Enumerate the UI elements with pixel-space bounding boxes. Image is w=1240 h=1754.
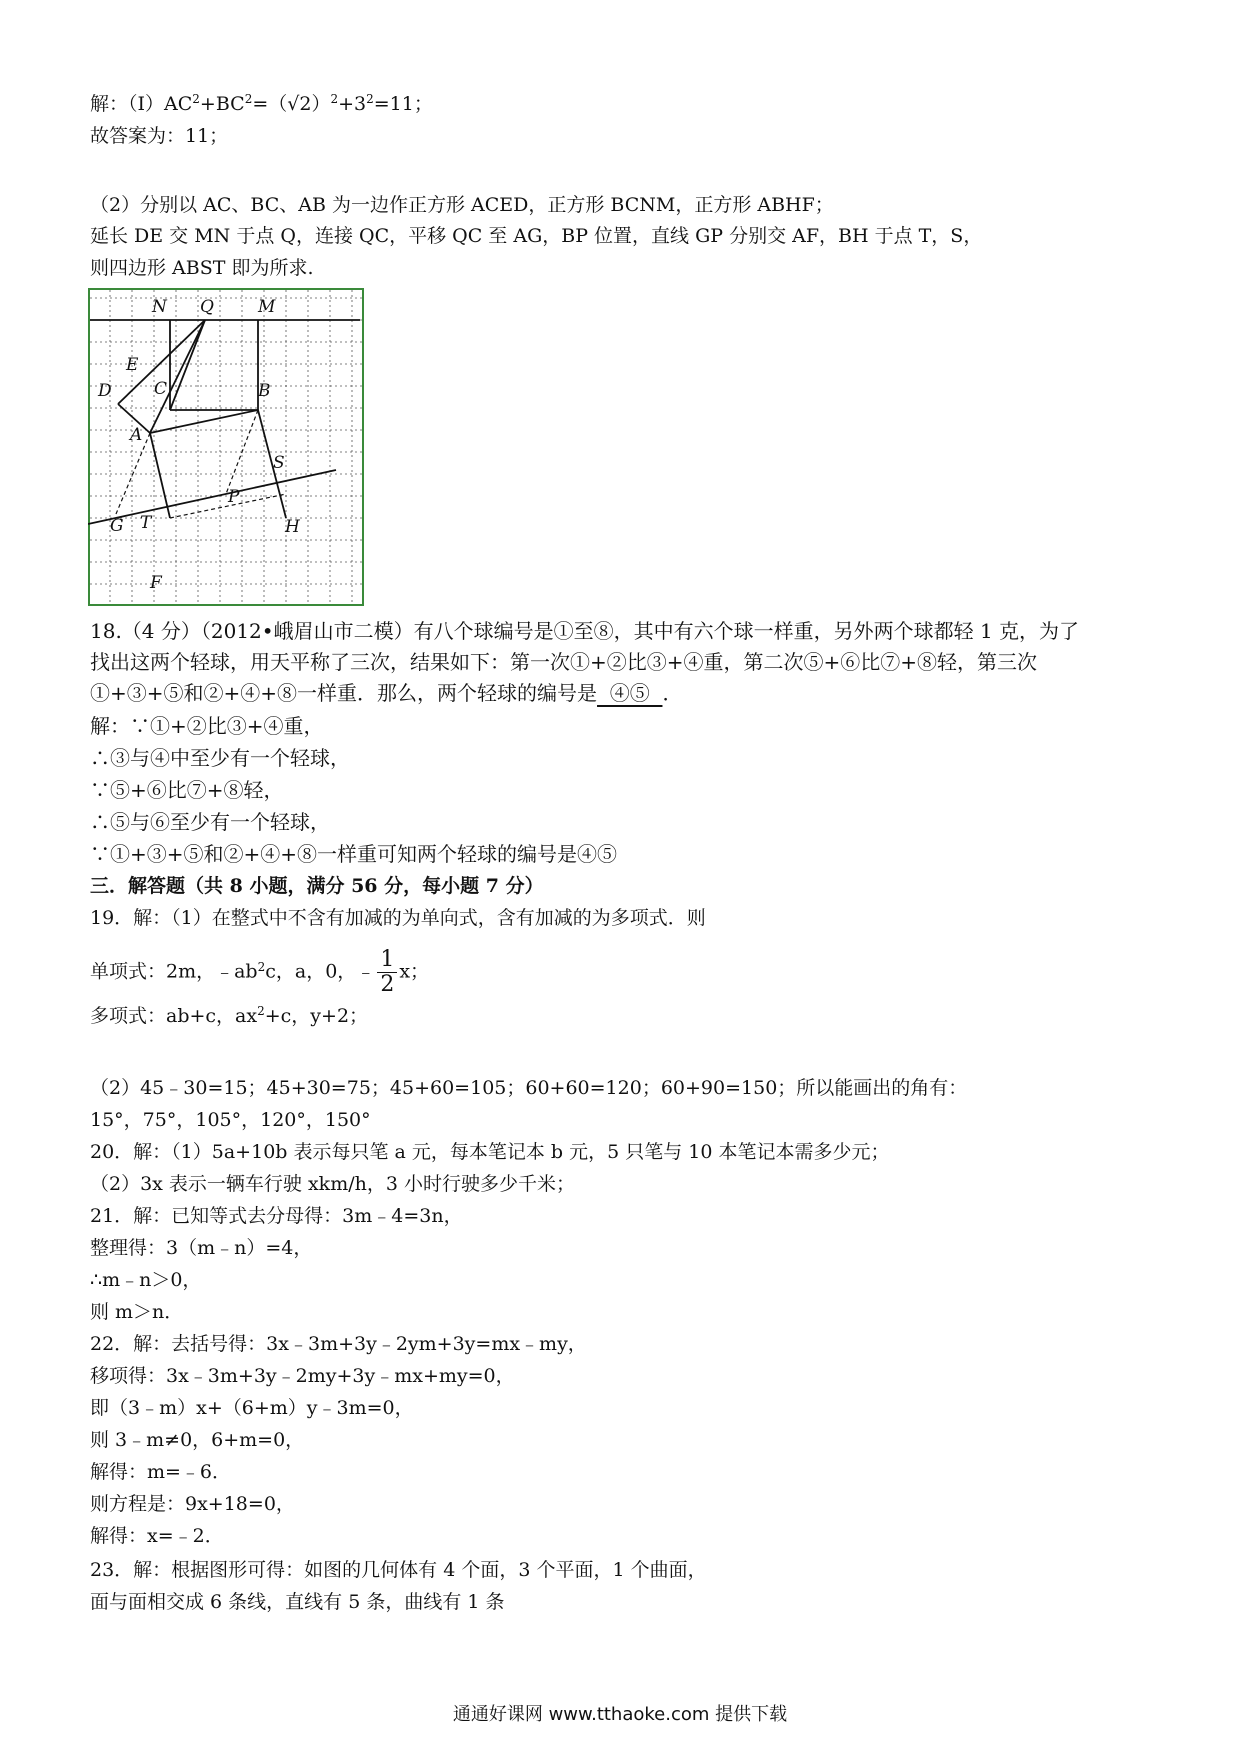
q22-line1: 22．解：去括号得：3x﹣3m+3y﹣2ym+3y=mx﹣my， bbox=[90, 1333, 587, 1355]
q18-step1: 解：∵①+②比③+④重， bbox=[90, 714, 324, 738]
q22-line4: 则 3﹣m≠0，6+m=0， bbox=[90, 1429, 305, 1451]
label-p: P bbox=[228, 487, 240, 507]
q21-line4: 则 m＞n． bbox=[90, 1301, 184, 1323]
q18-line2: 找出这两个轻球，用天平称了三次，结果如下：第一次①+②比③+④重，第二次⑤+⑥比⑦+⑧轻，第三次 bbox=[90, 650, 1038, 674]
q18-step4: ∴⑤与⑥至少有一个轻球， bbox=[90, 810, 330, 834]
figure-border bbox=[89, 289, 363, 605]
label-d: D bbox=[98, 381, 112, 401]
q21-line3: ∴m﹣n＞0， bbox=[90, 1269, 202, 1291]
label-f: F bbox=[150, 573, 162, 593]
label-m: M bbox=[258, 297, 276, 317]
label-b: B bbox=[258, 381, 271, 401]
q17-solution-1: 解：$(Ⅰ)AC^2+BC^2=(√2)^2+3^2=11$； bbox=[90, 92, 433, 115]
q20-line1: 20．解：（1）5a+10b 表示每只笔 a 元，每本笔记本 b 元，5 只笔与 10 本笔记本需多少元； bbox=[90, 1141, 890, 1163]
q22-line3: 即（3﹣m）x+（6+m）y﹣3m=0， bbox=[90, 1397, 414, 1419]
q23-line1: 23．解：根据图形可得：如图的几何体有 4 个面，3 个平面，1 个曲面， bbox=[90, 1559, 707, 1581]
q22-line5: 解得：m=﹣6． bbox=[90, 1461, 232, 1483]
label-c: C bbox=[154, 379, 168, 399]
q17-answer: 故答案为：11； bbox=[90, 125, 229, 147]
q19-line2: （2）45﹣30=15；45+30=75；45+60=105；60+60=120；60+90=150；所以能画出的角有： bbox=[90, 1077, 968, 1099]
q18-line3: ①+③+⑤和②+④+⑧一样重．那么，两个轻球的编号是 ④⑤ ． bbox=[90, 681, 683, 705]
label-t: T bbox=[140, 513, 152, 533]
q19-polynomials: 多项式：ab+c，$ax^2+c$，y+2； bbox=[90, 1004, 369, 1027]
q17-part2-line3: 则四边形 ABST 即为所求. bbox=[90, 257, 314, 279]
q17-part2-line1: （2）分别以 AC、BC、AB 为一边作正方形 ACED，正方形 BCNM，正方形 ABHF； bbox=[90, 194, 834, 216]
label-g: G bbox=[110, 516, 124, 536]
q22-line6: 则方程是：9x+18=0， bbox=[90, 1493, 295, 1515]
q19-line1: 19．解：（1）在整式中不含有加减的为单向式，含有加减的为多项式．则 bbox=[90, 907, 706, 929]
q22-line7: 解得：x=﹣2． bbox=[90, 1525, 224, 1547]
section-3-heading: 三．解答题（共 8 小题，满分 56 分，每小题 7 分） bbox=[90, 875, 544, 897]
page-footer: 通通好课网 www.tthaoke.com 提供下载 bbox=[452, 1704, 788, 1725]
q19-line3: 15°，75°，105°，120°，150° bbox=[90, 1109, 371, 1131]
q20-line2: （2）3x 表示一辆车行驶 xkm/h，3 小时行驶多少千米； bbox=[90, 1173, 575, 1195]
q23-line2: 面与面相交成 6 条线，直线有 5 条，曲线有 1 条 bbox=[90, 1591, 505, 1613]
label-n: N bbox=[152, 297, 167, 317]
q17-part2-line2: 延长 DE 交 MN 于点 Q，连接 QC，平移 QC 至 AG，BP 位置，直线 GP 分别交 AF，BH 于点 T，S， bbox=[90, 225, 983, 247]
label-h: H bbox=[285, 517, 300, 537]
q21-line2: 整理得：3（m﹣n）=4， bbox=[90, 1237, 313, 1259]
label-e: E bbox=[126, 355, 139, 375]
geometry-figure bbox=[88, 288, 364, 606]
fraction-one-half: $\frac{1}{2}$ bbox=[377, 948, 397, 997]
q18-step3: ∵⑤+⑥比⑦+⑧轻， bbox=[90, 778, 284, 802]
q18-line1: 18.（4 分）（2012•峨眉山市二模）有八个球编号是①至⑧，其中有六个球一样重，另外两个球都轻 1 克，为了 bbox=[90, 619, 1080, 643]
q18-step2: ∴③与④中至少有一个轻球， bbox=[90, 746, 350, 770]
q22-line2: 移项得：3x﹣3m+3y﹣2my+3y﹣mx+my=0， bbox=[90, 1365, 515, 1387]
label-s: S bbox=[273, 453, 285, 473]
label-q: Q bbox=[200, 297, 214, 317]
q18-step5: ∵①+③+⑤和②+④+⑧一样重可知两个轻球的编号是④⑤ bbox=[90, 842, 618, 866]
q18-answer: ④⑤ bbox=[597, 681, 663, 705]
q19-monomials: 单项式：2m，$﹣ab^2c$，a，0，﹣ $\frac{1}{2}$ x； bbox=[90, 947, 430, 997]
q21-line1: 21．解：已知等式去分母得：3m﹣4=3n， bbox=[90, 1205, 463, 1227]
label-a: A bbox=[130, 425, 143, 445]
